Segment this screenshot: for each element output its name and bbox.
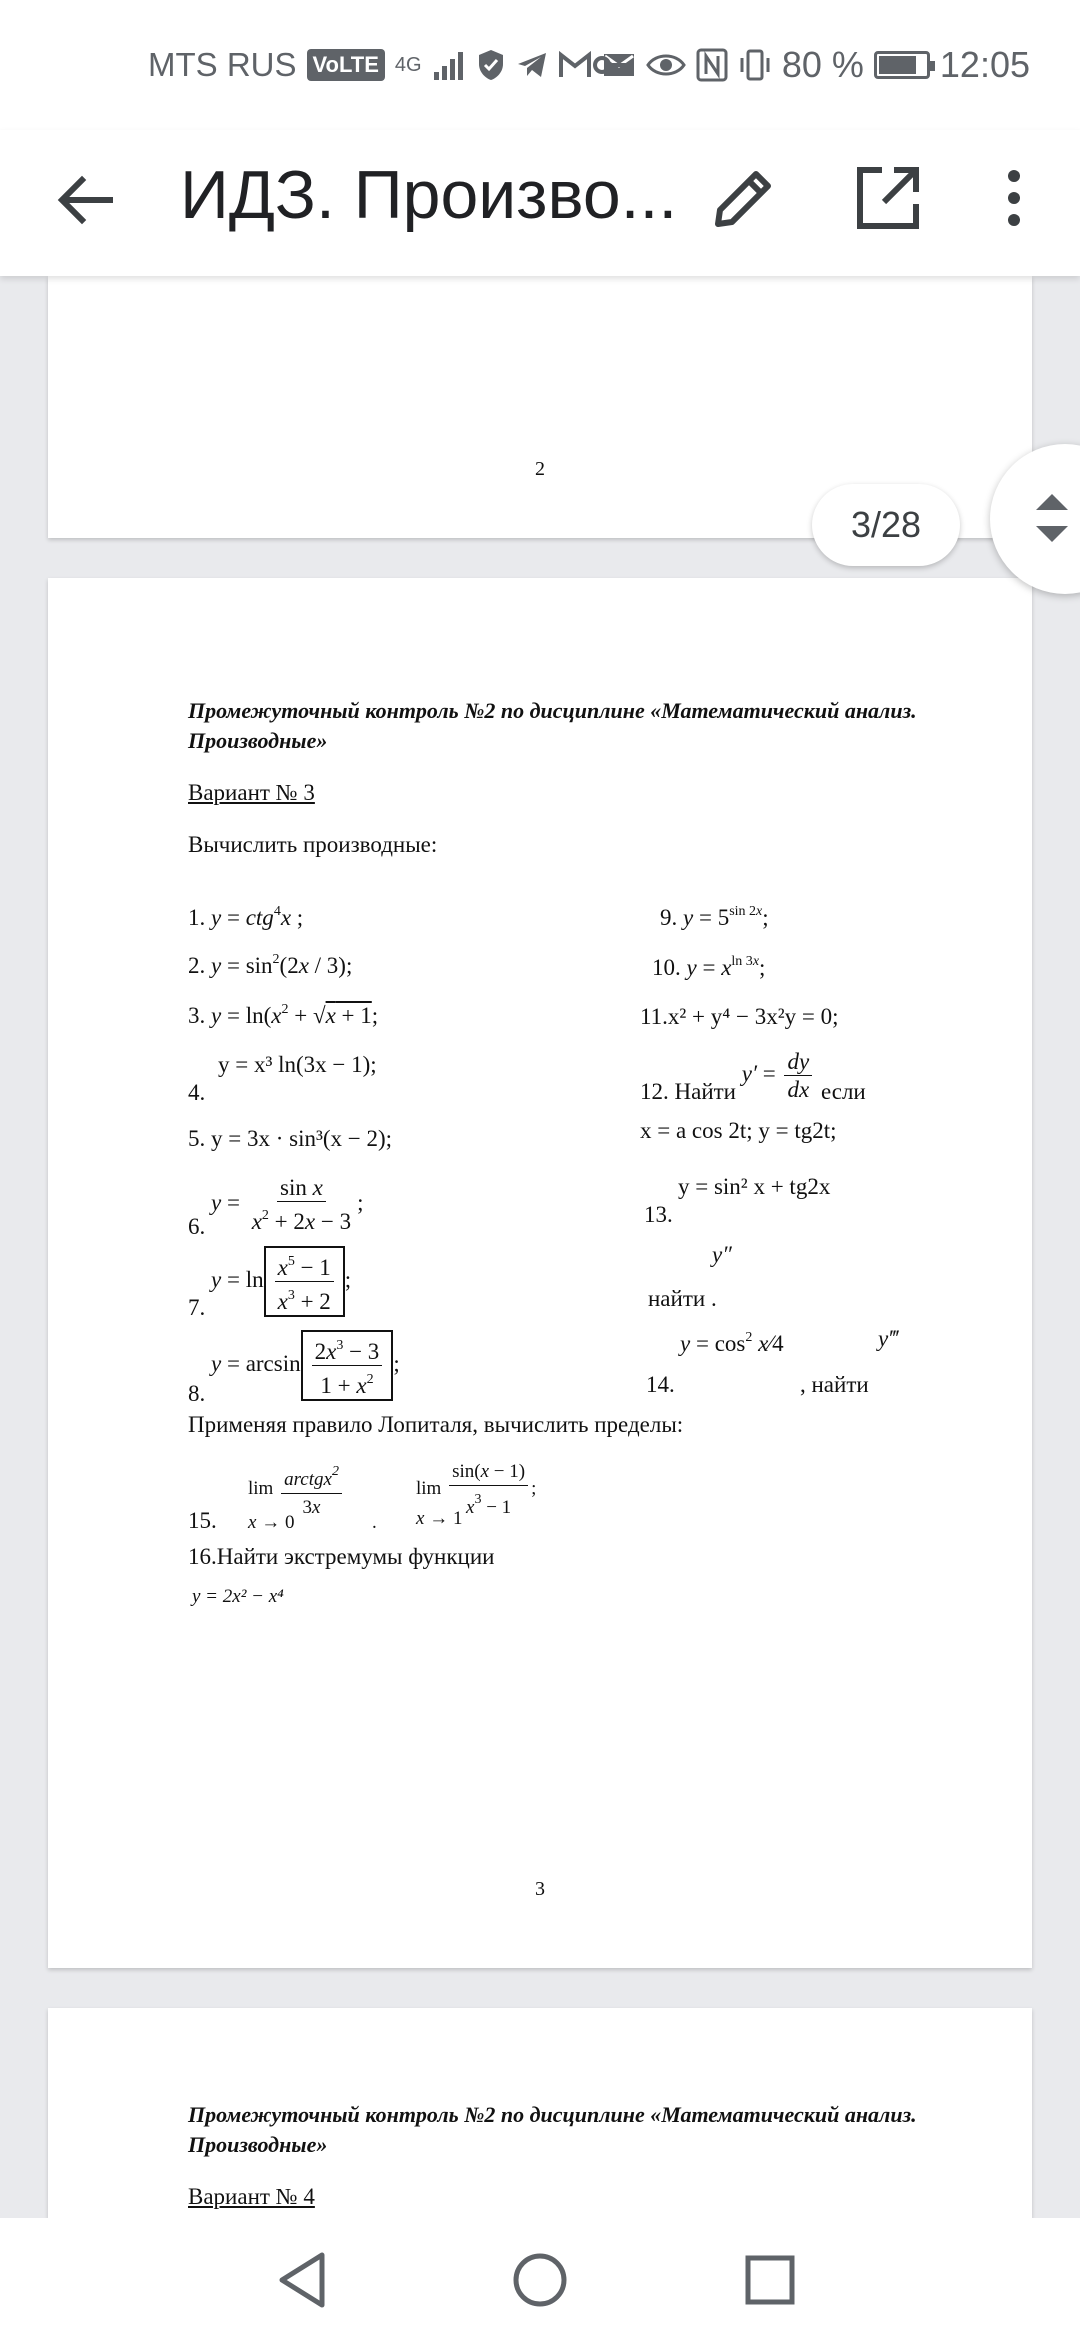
item-12-param: x = a cos 2t; y = tg2t; (640, 1118, 837, 1143)
vibrate-icon (738, 48, 772, 82)
item-2-num: 2. (188, 953, 206, 978)
app-bar (0, 130, 1080, 276)
home-circle-icon[interactable] (505, 2245, 575, 2315)
item-1: 1. y = ctg$^4$x ; (188, 904, 304, 930)
shield-icon (476, 48, 506, 82)
status-bar (0, 0, 1080, 130)
item-11-formula: x² + y⁴ − 3x²y = 0; (667, 1004, 839, 1029)
navigation-bar (0, 2218, 1080, 2340)
item-3-num: 3. (188, 1003, 206, 1028)
item-10-num: 10. (652, 955, 681, 980)
item-4-formula: y = x³ ln(3x − 1); (218, 1052, 377, 1077)
item-8: 8. y = arcsin $\frac{2x^3 - 3}{1 + x^2}$ ; (188, 1330, 400, 1401)
page-number: 3 (535, 1878, 545, 1900)
edit-pencil-icon[interactable] (706, 160, 782, 236)
page-heading: Промежуточный контроль №2 по дисциплине «Математический анализ. Производные» (188, 2102, 917, 2157)
status-left (148, 46, 636, 84)
pdf-page-3 (48, 578, 1032, 1968)
item-4-num: 4. (188, 1080, 206, 1105)
item-3: 3. $y = \ln(x^2 + √x + 1$; (188, 1002, 379, 1028)
signal-icon (432, 50, 466, 80)
battery-percent: 80 % (781, 44, 864, 85)
item-12: 12. Найти y′ = $\frac{dy}{dx}$ если (640, 1049, 866, 1104)
item-10: 10. $y = x^{ln 3x}$; (652, 954, 766, 980)
item-11 (640, 1004, 839, 1030)
limit-1: lim $\frac{arctgx^2}{3x}$ (248, 1458, 345, 1521)
back-triangle-icon[interactable] (270, 2245, 340, 2315)
item-2: 2. $y = \sin^2(2x / 3)$; (188, 952, 353, 978)
item-16: 16.Найти экстремумы функции (188, 1544, 495, 1569)
scroll-arrows-icon (1032, 488, 1072, 548)
limit-2: lim $\frac{\sin(x - 1)}{x^3 - 1}$ ; (416, 1458, 536, 1521)
eye-icon (646, 51, 686, 79)
task-intro: Вычислить производные: (188, 832, 438, 857)
clock: 12:05 (939, 44, 1030, 85)
telegram-icon (516, 50, 548, 80)
status-right (592, 44, 1030, 86)
item-9-num: 9. (660, 905, 678, 930)
back-arrow-icon[interactable] (50, 165, 120, 235)
item-7-num: 7. (188, 1294, 206, 1320)
variant-label: Вариант № 3 (188, 780, 315, 805)
item-12-num: 12. Найти (640, 1078, 736, 1104)
item-13-find-text: найти (648, 1286, 706, 1311)
document-title: ИДЗ. Произво... (180, 157, 678, 233)
limit-1-sub: x → 0 (248, 1512, 295, 1533)
recents-square-icon[interactable] (735, 2245, 805, 2315)
limit-1-dot: . (372, 1512, 377, 1533)
more-vert-icon[interactable] (994, 160, 1034, 236)
item-6-num: 6. (188, 1213, 206, 1239)
item-13-yprime: y″ (712, 1242, 732, 1267)
item-13-num: 13. (644, 1202, 673, 1227)
item-11-num: 11. (640, 1004, 668, 1029)
open-external-icon[interactable] (850, 160, 926, 236)
item-5 (188, 1126, 392, 1152)
item-8-num: 8. (188, 1380, 206, 1406)
item-14-find: , найти (800, 1372, 869, 1397)
item-12-word: если (820, 1078, 866, 1104)
limit-2-sub: x → 1 (416, 1508, 463, 1529)
nfc-icon (696, 48, 728, 82)
carrier-label: MTS RUS (148, 46, 297, 83)
item-16-formula: y = 2x² − x⁴ (192, 1586, 284, 1607)
item-14-formula: $y = \cos^2$ x⁄4 (680, 1330, 784, 1356)
pdf-page-4 (48, 2008, 1032, 2218)
item-15-num: 15. (188, 1508, 217, 1533)
key-icon (592, 52, 636, 78)
item-13-formula: y = sin² x + tg2x (678, 1174, 831, 1199)
item-9: 9. $y = 5^{sin 2x}$; (660, 904, 769, 930)
variant-label: Вариант № 4 (188, 2184, 315, 2209)
item-5-num: 5. (188, 1126, 206, 1151)
page-number: 2 (535, 458, 545, 480)
item-6: 6. y = $\frac{\text{sin x}}{x^2 + 2x - 3}$ ; (188, 1175, 364, 1239)
item-14-yprime: y‴ (878, 1326, 898, 1351)
item-13-find: найти . (648, 1286, 717, 1311)
item-5-formula: y = 3x · sin³(x − 2); (211, 1126, 393, 1151)
page-heading: Промежуточный контроль №2 по дисциплине «Математический анализ. Производные» (188, 698, 917, 753)
volte-badge: VoLTE (307, 49, 385, 81)
lopital-intro: Применяя правило Лопиталя, вычислить пределы: (188, 1412, 684, 1437)
item-14-num: 14. (646, 1372, 675, 1397)
network-type: 4G (394, 54, 422, 76)
item-7: 7. y = ln $\frac{x^5 - 1}{x^3 + 2}$ ; (188, 1246, 351, 1317)
gmail-icon (558, 51, 592, 79)
item-1-num: 1. (188, 905, 206, 930)
page-indicator: 3/28 (812, 484, 960, 566)
battery-icon (874, 51, 930, 79)
